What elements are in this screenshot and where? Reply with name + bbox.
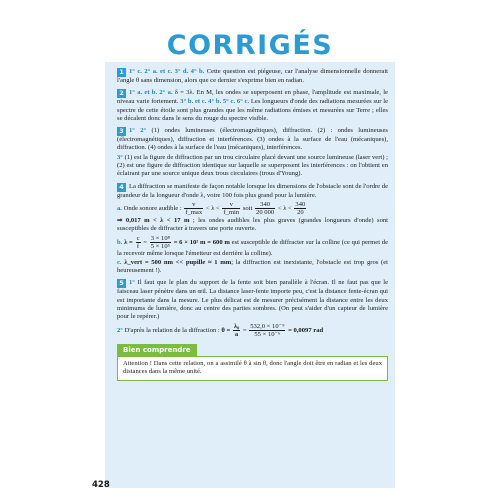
explanation-text: δ = 3λ. En M, les ondes se superposent en phase, l'amplitude est maximale, le niveau varie fortement. <box>117 89 388 106</box>
part-a-label: a. <box>117 204 122 212</box>
page-title: CORRIGÉS <box>166 30 334 61</box>
answer-block-3 <box>117 127 388 178</box>
fraction: v f_max <box>185 200 203 216</box>
sub-answer-label: 1° <box>129 279 135 287</box>
explanation-text: est susceptible de diffracter sur la colline (ce qui permet de la recevoir même lorsque l'émetteur est derrière la colline). <box>117 238 389 257</box>
question-number-badge: 3 <box>117 127 126 136</box>
part-b-label: b. <box>117 238 123 246</box>
explanation-text: Il faut que le plan du support de la fente soit bien parallèle à l'écran. Il ne faut pas que le faisceau laser pénètre dans un œil. La distance laser-fente importe peu, c'est la distance fente-écran qui est importante dans la mesure. Le plus délicat est de mesurer précisément la distance entre les deux minimums de lumière, donc au centre des parties sombres. (On peut s'aider d'un capteur de lumière pour le repérer.) <box>117 279 388 321</box>
result-text: ⇒ 0,017 m < λ < 17 m <box>117 216 190 224</box>
question-number-badge: 4 <box>117 183 126 192</box>
formula-start: λ = <box>124 238 133 246</box>
fraction: $\frac{c}{f}$ <box>136 234 140 250</box>
part-a-text: Onde sonore audible : <box>123 204 182 212</box>
explanation-text: (1) ondes lumineuses (électromagnétiques), diffraction. (2) : ondes lumineuses (électromagnétiques), diffraction et interférences. (3) ondes à la surface de l'eau (mécaniques), diffraction. (4) ondes à la surface de l'eau (mécaniques), interférences. <box>117 127 388 152</box>
result-text: λ_vert = 500 nm << pupille ≈ 1 mm <box>124 258 232 266</box>
explanation-text-2: Les longueurs d'onde des radiations mesurées sur le spectre de cette étoile sont plus grandes que les même radiations émises et mesurées sur Terre ; elles se décalent donc dans le sens du rouge du spectre visible. <box>117 98 389 122</box>
equals-sign: = <box>242 326 247 334</box>
fraction: $\frac{\text{3 × 10⁸}}{\text{5 × 10⁵}}$ <box>150 234 170 250</box>
intro-text: La diffraction se manifeste de façon notable lorsque les dimensions de l'obstacle sont de l'ordre de grandeur de la longueur d'onde λ, voire 100 fois plus grand pour la lumière. <box>117 182 388 199</box>
result-text: = 6 × 10² m = 600 m <box>173 238 230 246</box>
bien-comprendre-box <box>117 342 388 381</box>
answer-key: 1° a. et b. 2° a. <box>129 89 173 97</box>
answer-block-5 <box>117 279 388 337</box>
answer-block-2 <box>117 89 388 123</box>
equals-sign: = <box>143 238 147 246</box>
corrections-panel <box>105 62 395 488</box>
bien-comprendre-text: Attention ! Dans cette relation, on a assimilé θ à sin θ, donc l'angle doit être en radian et les deux distances dans la même unité. <box>117 356 388 381</box>
fraction: v f_min <box>223 200 240 216</box>
answer-block-4 <box>117 183 388 276</box>
result-text: = 0,0097 rad <box>288 326 324 334</box>
fraction: $\frac{340}{20 000}$ <box>256 200 275 216</box>
explanation-text: ; la diffraction est inexistante, l'obstacle est trop gros (et heureusement !). <box>117 258 388 275</box>
answer-key: 1° c. 2° a. et c. 3° d. 4° b. <box>129 68 205 75</box>
sub-answer-label: 3° <box>117 153 123 161</box>
page-number: 428 <box>92 480 110 490</box>
formula-start: θ = <box>221 326 231 334</box>
question-number-badge: 5 <box>117 279 126 288</box>
explanation-text: Cette question est piégeuse, car l'analyse dimensionnelle donnerait l'angle θ sans dimension, alors que ce dernier s'exprime bien en radian. <box>117 68 388 84</box>
inequality-text: < λ < <box>205 204 220 212</box>
connector-word: soit <box>242 204 253 212</box>
fraction: $\frac{340}{20}$ <box>295 200 306 216</box>
answer-key-2: 3° b. et c. 4° b. 5° c. 6° c. <box>180 98 250 106</box>
question-number-badge: 2 <box>117 89 126 98</box>
explanation-text: ; les ondes audibles les plus graves (grandes longueurs d'onde) sont susceptibles de diffracter à travers une porte ouverte. <box>117 216 388 233</box>
inequality-text: < λ < <box>277 204 292 212</box>
part-c-label: c. <box>117 258 122 266</box>
question-number-badge: 1 <box>117 68 126 77</box>
explanation-text-2: D'après la relation de la diffraction : <box>124 326 220 334</box>
fraction: $\frac{\text{532,0 × 10⁻⁹}}{\text{55 × 10⁻⁶}}$ <box>250 322 285 338</box>
sub-answer-label: 2° <box>117 326 123 334</box>
fraction: $\frac{\text{λ₀}}{a}$ <box>233 322 240 338</box>
sub-answer-label: 1° 2° <box>129 127 147 135</box>
answer-block-1 <box>117 68 388 85</box>
explanation-text-2: (1) est la figure de diffraction par un trou circulaire placé devant une source lumineuse (laser vert) ; (2) est une figure de diffraction identique sur laquelle se superposent les interférences : on l'obtient en éclairant par une source unique deux trous circulaires (trous d'Young). <box>117 153 388 178</box>
bien-comprendre-heading: Bien comprendre <box>117 344 197 356</box>
